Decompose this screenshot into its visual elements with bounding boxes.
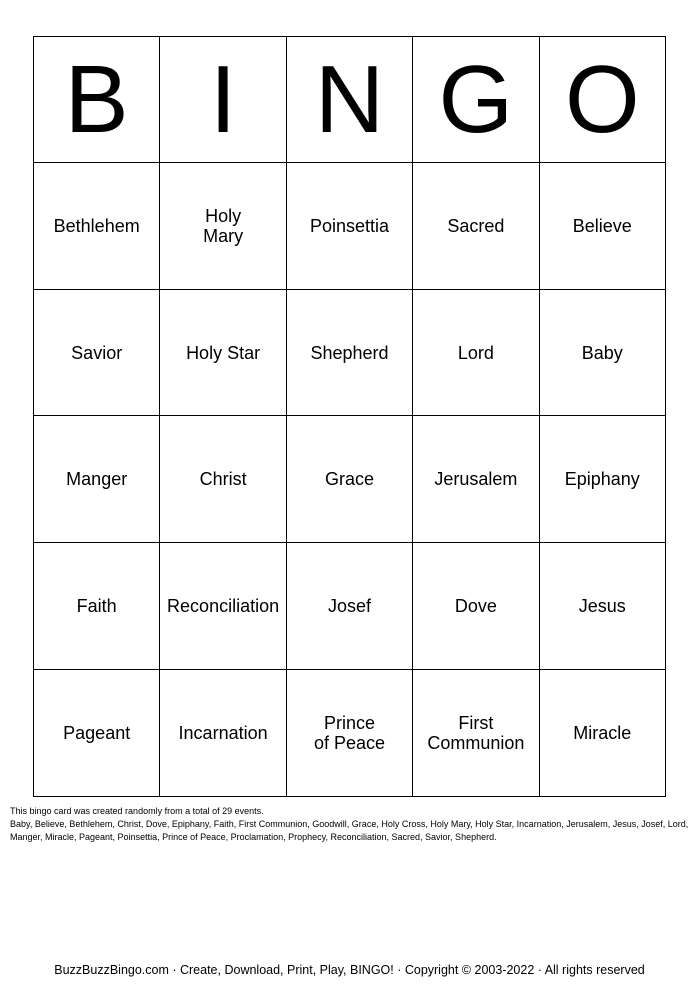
bingo-cell: Shepherd [286,290,412,416]
bingo-row [34,163,666,290]
bingo-cell: Miracle [539,670,665,797]
bingo-cell: Manger [34,416,160,543]
bingo-cell: Faith [34,543,160,670]
bingo-cell: Pageant [34,670,160,797]
card-info-note [10,805,690,844]
bingo-row [34,670,666,797]
bingo-cell: Jerusalem [413,416,539,543]
bingo-row [34,543,666,670]
bingo-cell: Prince of Peace [286,670,412,797]
bingo-cell: Reconciliation [160,543,286,670]
bingo-cell: Jesus [539,543,665,670]
bingo-cell: Lord [413,290,539,416]
bingo-cell: Sacred [413,163,539,290]
bingo-cell: Josef [286,543,412,670]
bingo-cell: Holy Mary [160,163,286,290]
bingo-cell: Christ [160,416,286,543]
header-letter-b: B [34,37,160,163]
bingo-cell: Dove [413,543,539,670]
bingo-row [34,290,666,416]
bingo-header-row [34,37,666,163]
header-letter-n: N [286,37,412,163]
bingo-cell: First Communion [413,670,539,797]
bingo-row [34,416,666,543]
bingo-cell: Epiphany [539,416,665,543]
bingo-cell: Bethlehem [34,163,160,290]
bingo-cell: Believe [539,163,665,290]
bingo-cell: Poinsettia [286,163,412,290]
card-info-event-list: Baby, Believe, Bethlehem, Christ, Dove, Epiphany, Faith, First Communion, Goodwill, Grace, Holy Cross, Holy Mary, Holy Star, Incarnation, Jerusalem, Jesus, Josef, Lord, Manger, Miracle, Pageant, Poinsettia, Prince of Peace, Proclamation, Prophecy, Reconciliation, Sacred, Savior, Shepherd. [10,819,689,842]
bingo-cell: Incarnation [160,670,286,797]
bingo-cell: Baby [539,290,665,416]
header-letter-g: G [413,37,539,163]
bingo-cell: Grace [286,416,412,543]
bingo-card [33,36,666,797]
bingo-cell: Holy Star [160,290,286,416]
header-letter-i: I [160,37,286,163]
bingo-cell: Savior [34,290,160,416]
page-footer: BuzzBuzzBingo.com · Create, Download, Print, Play, BINGO! · Copyright © 2003-2022 · All rights reserved [54,963,645,977]
card-info-intro: This bingo card was created randomly from a total of 29 events. [10,806,264,816]
header-letter-o: O [539,37,665,163]
